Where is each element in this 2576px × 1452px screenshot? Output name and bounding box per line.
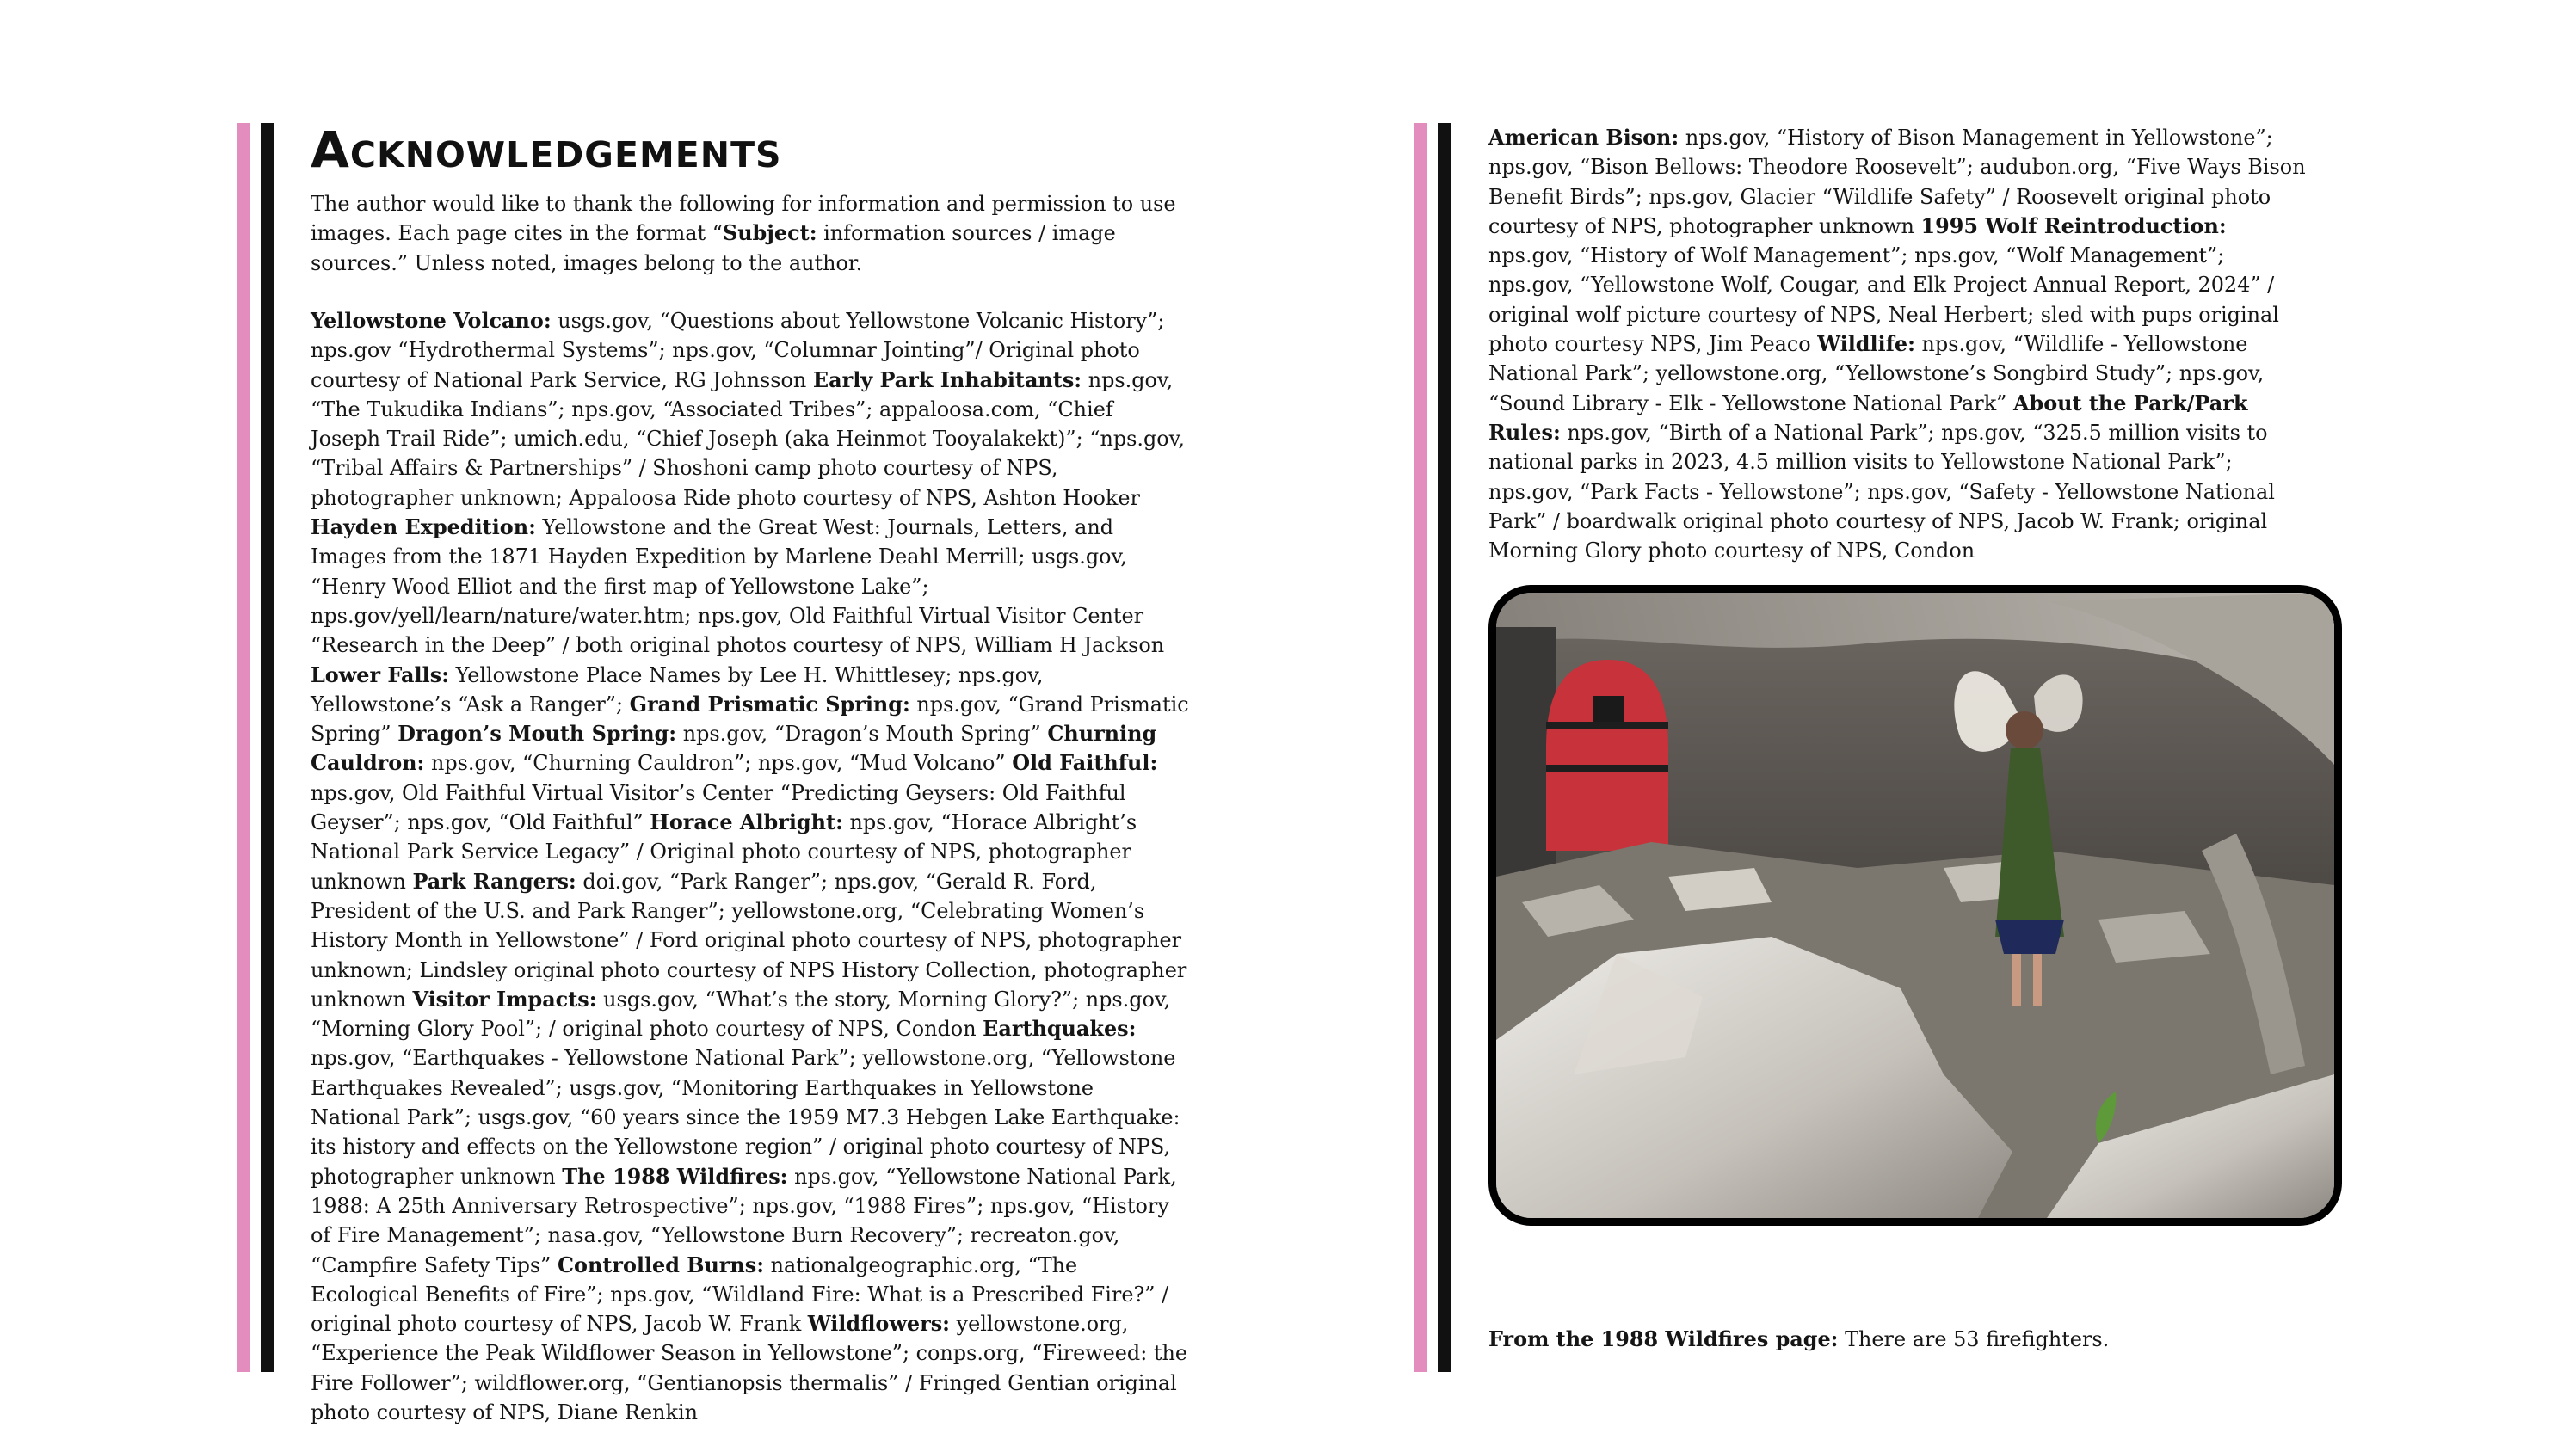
- subject-label: From the 1988 Wildfires page:: [1488, 1327, 1839, 1351]
- fairy-photo-image: [1496, 593, 2334, 1218]
- photo-caption: From the 1988 Wildfires page: There are 53 firefighters.: [1488, 1327, 2110, 1351]
- subject-label: Controlled Burns:: [558, 1252, 765, 1277]
- subject-label: American Bison:: [1488, 126, 1679, 150]
- right-accent-bar-pink: [1414, 123, 1427, 1372]
- left-citations: Yellowstone Volcano: usgs.gov, “Questions about Yellowstone Volcanic History”; nps.gov “Hydrothermal Systems”; nps.gov, “Columnar Jointing”/ Original photo courtesy of National Park Service, RG Johnsson Early Park Inhabitants: nps.gov, “The Tukudika Indians”; nps.gov, “Associated Tribes”; appaloosa.com, “Chief Joseph Trail Ride”; umich.edu, “Chief Joseph (aka Heinmot Tooyalakekt)”; “nps.gov, “Tribal Affairs & Partnerships” / Shoshoni camp photo courtesy of NPS, photographer unknown; Appaloosa Ride photo courtesy of NPS, Ashton Hooker Hayden Expedition: Yellowstone and the Great West: Journals, Letters, and Images from the 1871 Hayden Expedition by Marlene Deahl Merrill; usgs.gov, “Henry Wood Elliot and the first map of Yellowstone Lake”; nps.gov/yell/learn/nature/water.htm; nps.gov, Old Faithful Virtual Visitor Center “Research in the Deep” / both original photos courtesy of NPS, William H Jackson Lower Falls: Yellowstone Place Names by Lee H. Whittlesey; nps.gov, Yellowstone’s “Ask a Ranger”; Grand Prismatic Spring: nps.gov, “Grand Prismatic Spring” Dragon’s Mouth Spring: nps.gov, “Dragon’s Mouth Spring” Churning Cauldron: nps.gov, “Churning Cauldron”; nps.gov, “Mud Volcano” Old Faithful: nps.gov, Old Faithful Virtual Visitor’s Center “Predicting Geysers: Old Faithful Geyser”; nps.gov, “Old Faithful” Horace Albright: nps.gov, “Horace Albright’s National Park Service Legacy” / Original photo courtesy of NPS, photographer unknown Park Rangers: doi.gov, “Park Ranger”; nps.gov, “Gerald R. Ford, President of the U.S. and Park Ranger”; yellowstone.org, “Celebrating Women’s History Month in Yellowstone” / Ford original photo courtesy of NPS, photographer unknown; Lindsley original photo courtesy of NPS History Collection, photographer unknown Visitor Impacts: usgs.gov, “What’s the story, Morning Glory?”; nps.gov, “Morning Glory Pool”; / original photo courtesy of NPS, Condon Earthquakes: nps.gov, “Earthquakes - Yellowstone National Park”; yellowstone.org, “Yellowstone Earthquakes Revealed”; usgs.gov, “Monitoring Earthquakes in Yellowstone National Park”; usgs.gov, “60 years since the 1959 M7.3 Hebgen Lake Earthquake: its history and effects on the Yellowstone region” / original photo courtesy of NPS, photographer unknown The 1988 Wildfires: nps.gov, “Yellowstone National Park, 1988: A 25th Anniversary Retrospective”; nps.gov, “1988 Fires”; nps.gov, “History of Fire Management”; nasa.gov, “Yellowstone Burn Recovery”; recreaton.gov, “Campfire Safety Tips” Controlled Burns: nationalgeographic.org, “The Ecological Benefits of Fire”; nps.gov, “Wildland Fire: What is a Prescribed Fire?” / original photo courtesy of NPS, Jacob W. Frank Wildflowers: yellowstone.org, “Experience the Peak Wildflower Season in Yellowstone”; conps.org, “Fireweed: the Fire Follower”; wildflower.org, “Gentianopsis thermalis” / Fringed Gentian original photo courtesy of NPS, Diane Renkin: [311, 309, 1189, 1424]
- fairy-photo: [1488, 585, 2342, 1226]
- right-citations: American Bison: nps.gov, “History of Bison Management in Yellowstone”; nps.gov, “Bison Bellows: Theodore Roosevelt”; audubon.org, “Five Ways Bison Benefit Birds”; nps.gov, Glacier “Wildlife Safety” / Roosevelt original photo courtesy of NPS, photographer unknown 1995 Wolf Reintroduction: nps.gov, “History of Wolf Management”; nps.gov, “Wolf Management”; nps.gov, “Yellowstone Wolf, Cougar, and Elk Project Annual Report, 2024” / original wolf picture courtesy of NPS, Neal Herbert; sled with pups original photo courtesy NPS, Jim Peaco Wildlife: nps.gov, “Wildlife - Yellowstone National Park”; yellowstone.org, “Yellowstone’s Songbird Study”; nps.gov, “Sound Library - Elk - Yellowstone National Park” About the Park/Park Rules: nps.gov, “Birth of a National Park”; nps.gov, “325.5 million visits to national parks in 2023, 4.5 million visits to Yellowstone National Park”; nps.gov, “Park Facts - Yellowstone”; nps.gov, “Safety - Yellowstone National Park” / boardwalk original photo courtesy of NPS, Jacob W. Frank; original Morning Glory photo courtesy of NPS, Condon: [1488, 126, 2306, 563]
- subject-label: About the Park/Park Rules:: [1488, 391, 2248, 445]
- subject-label: Churning Cauldron:: [311, 722, 1157, 776]
- subject-label: Hayden Expedition:: [311, 515, 536, 540]
- intro-paragraph: The author would like to thank the following for information and permission to use images. Each page cites in the format “Subject: information sources / image sources.” Unless noted, images belong to the author.: [311, 192, 1176, 275]
- subject-label: Wildflowers:: [807, 1312, 950, 1337]
- subject-label: Horace Albright:: [650, 810, 843, 835]
- subject-label: Early Park Inhabitants:: [812, 367, 1082, 392]
- subject-label: Old Faithful:: [1012, 751, 1158, 776]
- subject-label: Yellowstone Volcano:: [311, 309, 552, 333]
- left-accent-bar-pink: [237, 123, 250, 1372]
- subject-label: Park Rangers:: [412, 869, 576, 894]
- subject-label: Lower Falls:: [311, 662, 449, 687]
- subject-label: 1995 Wolf Reintroduction:: [1920, 213, 2227, 238]
- page-title: Acknowledgements: [311, 120, 782, 179]
- subject-label: Grand Prismatic Spring:: [629, 692, 910, 717]
- subject-label: Wildlife:: [1817, 332, 1915, 357]
- subject-label: Visitor Impacts:: [412, 987, 597, 1012]
- subject-label: Subject:: [722, 221, 817, 246]
- subject-label: Dragon’s Mouth Spring:: [397, 722, 677, 747]
- subject-label: Earthquakes:: [983, 1017, 1137, 1042]
- subject-label: The 1988 Wildfires:: [562, 1164, 788, 1189]
- right-accent-bar-black: [1438, 123, 1451, 1372]
- left-accent-bar-black: [261, 123, 274, 1372]
